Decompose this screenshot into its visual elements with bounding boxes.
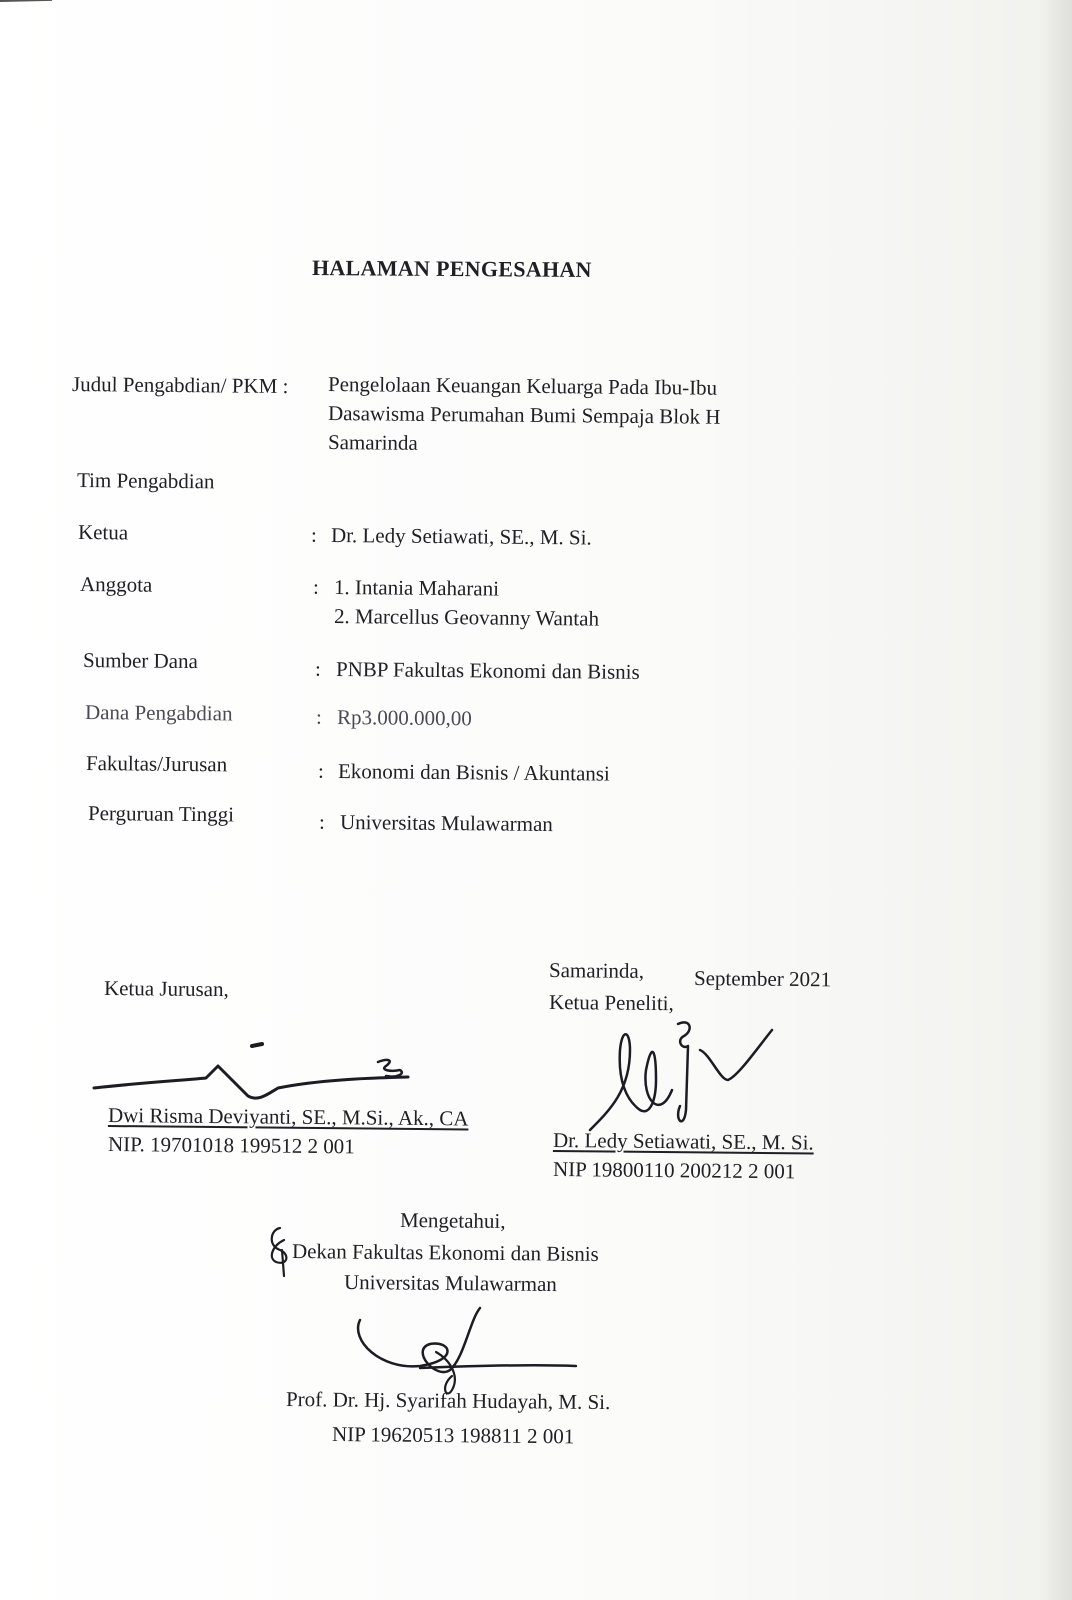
anggota-label: Anggota xyxy=(79,572,153,597)
ketua-jurusan-nip: NIP. 19701018 199512 2 001 xyxy=(107,1132,355,1159)
pt-label: Perguruan Tinggi xyxy=(87,801,235,827)
dana-value: Rp3.000.000,00 xyxy=(336,705,472,731)
ketua-value: Dr. Ledy Setiawati, SE., M. Si. xyxy=(330,523,592,550)
dana-colon: : xyxy=(316,705,322,729)
sumber-colon: : xyxy=(315,657,321,681)
dekan-name: Prof. Dr. Hj. Syarifah Hudayah, M. Si. xyxy=(285,1387,611,1415)
dana-label: Dana Pengabdian xyxy=(84,700,233,726)
fakultas-colon: : xyxy=(318,759,324,783)
judul-line-3: Samarinda xyxy=(327,430,418,455)
ketua-label: Ketua xyxy=(77,520,129,545)
anggota-value-2: 2. Marcellus Geovanny Wantah xyxy=(333,604,600,631)
anggota-value-1: 1. Intania Maharani xyxy=(333,575,500,601)
tim-label: Tim Pengabdian xyxy=(76,468,215,494)
ketua-peneliti-name: Dr. Ledy Setiawati, SE., M. Si. xyxy=(552,1128,814,1155)
paper-edge-mark xyxy=(0,0,52,12)
dekan-nip: NIP 19620513 198811 2 001 xyxy=(331,1422,575,1449)
pt-colon: : xyxy=(319,810,325,834)
page-title: HALAMAN PENGESAHAN xyxy=(311,255,592,282)
pt-value: Universitas Mulawarman xyxy=(339,810,553,837)
ketua-peneliti-nip: NIP 19800110 200212 2 001 xyxy=(552,1157,796,1184)
ketua-jurusan-signature xyxy=(88,1030,428,1110)
judul-line-2: Dasawisma Perumahan Bumi Sempaja Blok H xyxy=(327,401,721,429)
ketua-colon: : xyxy=(311,523,317,547)
sumber-label: Sumber Dana xyxy=(82,648,199,674)
mengetahui-label: Mengetahui, xyxy=(399,1208,506,1234)
sumber-value: PNBP Fakultas Ekonomi dan Bisnis xyxy=(335,657,640,684)
ketua-jurusan-name: Dwi Risma Deviyanti, SE., M.Si., Ak., CA xyxy=(107,1103,469,1131)
judul-label: Judul Pengabdian/ PKM : xyxy=(71,372,289,399)
dekan-university: Universitas Mulawarman xyxy=(343,1270,557,1297)
judul-line-1: Pengelolaan Keuangan Keluarga Pada Ibu-Ibu xyxy=(327,372,718,400)
fakultas-label: Fakultas/Jurusan xyxy=(85,751,228,777)
fakultas-value: Ekonomi dan Bisnis / Akuntansi xyxy=(337,759,610,786)
anggota-colon: : xyxy=(313,575,319,599)
date-label: September 2021 xyxy=(693,966,832,992)
paper-edge-shadow xyxy=(1038,0,1072,1600)
ketua-jurusan-role: Ketua Jurusan, xyxy=(103,976,229,1002)
place-label: Samarinda, xyxy=(548,958,645,983)
ketua-peneliti-role: Ketua Peneliti, xyxy=(548,990,674,1016)
dekan-title: Dekan Fakultas Ekonomi dan Bisnis xyxy=(291,1239,599,1266)
